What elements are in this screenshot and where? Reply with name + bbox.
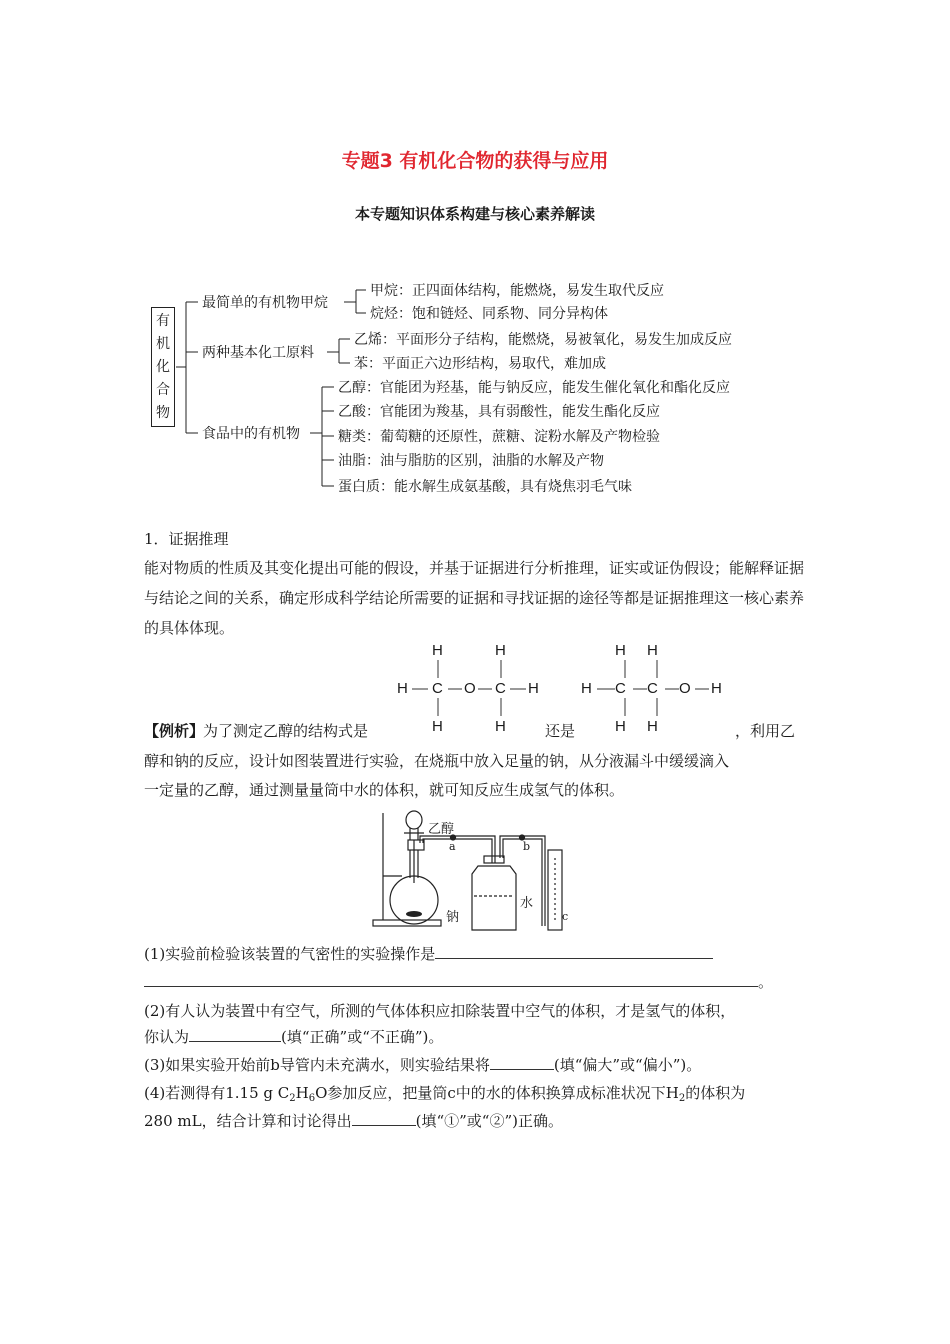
label-ethanol: 乙醇	[428, 822, 455, 837]
atom-h: H	[495, 642, 506, 659]
question-4-text: 的体积为	[685, 1084, 746, 1102]
mindmap-leaf: 蛋白质：能水解生成氨基酸，具有烧焦羽毛气味	[338, 479, 632, 495]
mindmap-branch: 最简单的有机物甲烷	[202, 295, 328, 311]
question-4-hint: (填“①”或“②”)正确。	[415, 1112, 563, 1130]
atom-c: C	[647, 680, 658, 697]
atom-h: H	[432, 642, 443, 659]
question-3-hint: (填“偏大”或“偏小”)。	[553, 1056, 702, 1074]
question-3-text: (3)如果实验开始前b导管内未充满水，则实验结果将	[144, 1056, 490, 1074]
subscript: 2	[678, 1093, 686, 1104]
label-water: 水	[520, 896, 534, 911]
mindmap-root: 有机化合物	[151, 307, 175, 427]
subscript: 2	[289, 1093, 296, 1104]
section-heading: 1．证据推理	[144, 530, 229, 548]
question-1-line2	[144, 971, 773, 992]
page-title: 专题3 有机化合物的获得与应用	[341, 150, 609, 172]
apparatus-drawing	[370, 808, 590, 933]
question-3	[144, 1054, 701, 1075]
atom-c: C	[495, 680, 506, 697]
mindmap-leaf: 糖类：葡萄糖的还原性，蔗糖、淀粉水解及产物检验	[338, 429, 660, 445]
example-text: 一定量的乙醇，通过测量量筒中水的体积，就可知反应生成氢气的体积。	[144, 781, 625, 799]
label-b: b	[523, 840, 531, 853]
label-a: a	[449, 840, 456, 853]
atom-c: C	[615, 680, 626, 697]
page-subtitle: 本专题知识体系构建与核心素养解读	[354, 205, 595, 223]
atom-h: H	[615, 642, 626, 659]
question-4-line2	[144, 1110, 563, 1131]
example-tag: 【例析】	[144, 722, 205, 740]
question-4	[144, 1082, 745, 1104]
mindmap-leaf: 苯：平面正六边形结构，易取代，难加成	[354, 356, 606, 372]
atom-h: H	[647, 718, 658, 735]
atom-h: H	[581, 680, 592, 697]
atom-h: H	[647, 642, 658, 659]
question-1-end: 。	[758, 973, 774, 991]
question-4-text: (4)若测得有1.15 g C	[144, 1084, 290, 1102]
atom-h: H	[432, 718, 443, 735]
question-4-text: H	[295, 1084, 309, 1102]
mindmap-branch: 两种基本化工原料	[202, 345, 314, 361]
answer-blank[interactable]	[352, 1111, 416, 1126]
question-1	[144, 943, 713, 964]
atom-h: H	[615, 718, 626, 735]
example-text: 为了测定乙醇的结构式是	[203, 722, 369, 740]
question-2-text: 你认为	[144, 1028, 190, 1046]
question-2: (2)有人认为装置中有空气，所测的气体体积应扣除装置中空气的体积，才是氢气的体积，	[144, 1002, 736, 1020]
answer-blank[interactable]	[435, 944, 713, 959]
answer-blank[interactable]	[189, 1027, 281, 1042]
question-4-text: 280 mL，结合计算和讨论得出	[144, 1112, 352, 1130]
question-1-text: (1)实验前检验该装置的气密性的实验操作是	[144, 945, 436, 963]
subscript: 6	[308, 1093, 316, 1104]
mindmap-leaf: 乙烯：平面形分子结构，能燃烧，易被氧化，易发生加成反应	[354, 332, 732, 348]
atom-h: H	[711, 680, 722, 697]
example-text: ，利用乙	[735, 722, 796, 740]
mindmap-branch: 食品中的有机物	[202, 426, 300, 442]
question-2-line2	[144, 1026, 443, 1047]
section-paragraph: 能对物质的性质及其变化提出可能的假设，并基于证据进行分析推理，证实或证伪假设；能解释证据与结论之间的关系，确定形成科学结论所需要的证据和寻找证据的途径等都是证据推理这一核心素养的具体体现。	[144, 559, 805, 637]
label-sodium: 钠	[446, 910, 460, 925]
mindmap-leaf: 油脂：油与脂肪的区别，油脂的水解及产物	[338, 453, 604, 469]
answer-blank[interactable]	[490, 1055, 554, 1070]
atom-o: O	[679, 680, 691, 697]
atom-o: O	[464, 680, 476, 697]
atom-h: H	[528, 680, 539, 697]
mindmap-leaf: 乙酸：官能团为羧基，具有弱酸性，能发生酯化反应	[338, 404, 660, 420]
question-4-text: O参加反应，把量筒c中的水的体积换算成标准状况下H	[315, 1084, 679, 1102]
mindmap-leaf: 烷烃：饱和链烃、同系物、同分异构体	[370, 306, 608, 322]
atom-h: H	[495, 718, 506, 735]
example-text: 还是	[545, 722, 576, 740]
answer-blank[interactable]	[144, 972, 758, 987]
example-text: 醇和钠的反应，设计如图装置进行实验，在烧瓶中放入足量的钠，从分液漏斗中缓缓滴入	[144, 752, 730, 770]
atom-h: H	[397, 680, 408, 697]
atom-c: C	[432, 680, 443, 697]
question-2-hint: (填“正确”或“不正确”)。	[281, 1028, 444, 1046]
label-c: c	[562, 910, 569, 923]
mindmap-leaf: 乙醇：官能团为羟基，能与钠反应，能发生催化氧化和酯化反应	[338, 380, 730, 396]
mindmap-leaf: 甲烷：正四面体结构，能燃烧，易发生取代反应	[370, 283, 664, 299]
